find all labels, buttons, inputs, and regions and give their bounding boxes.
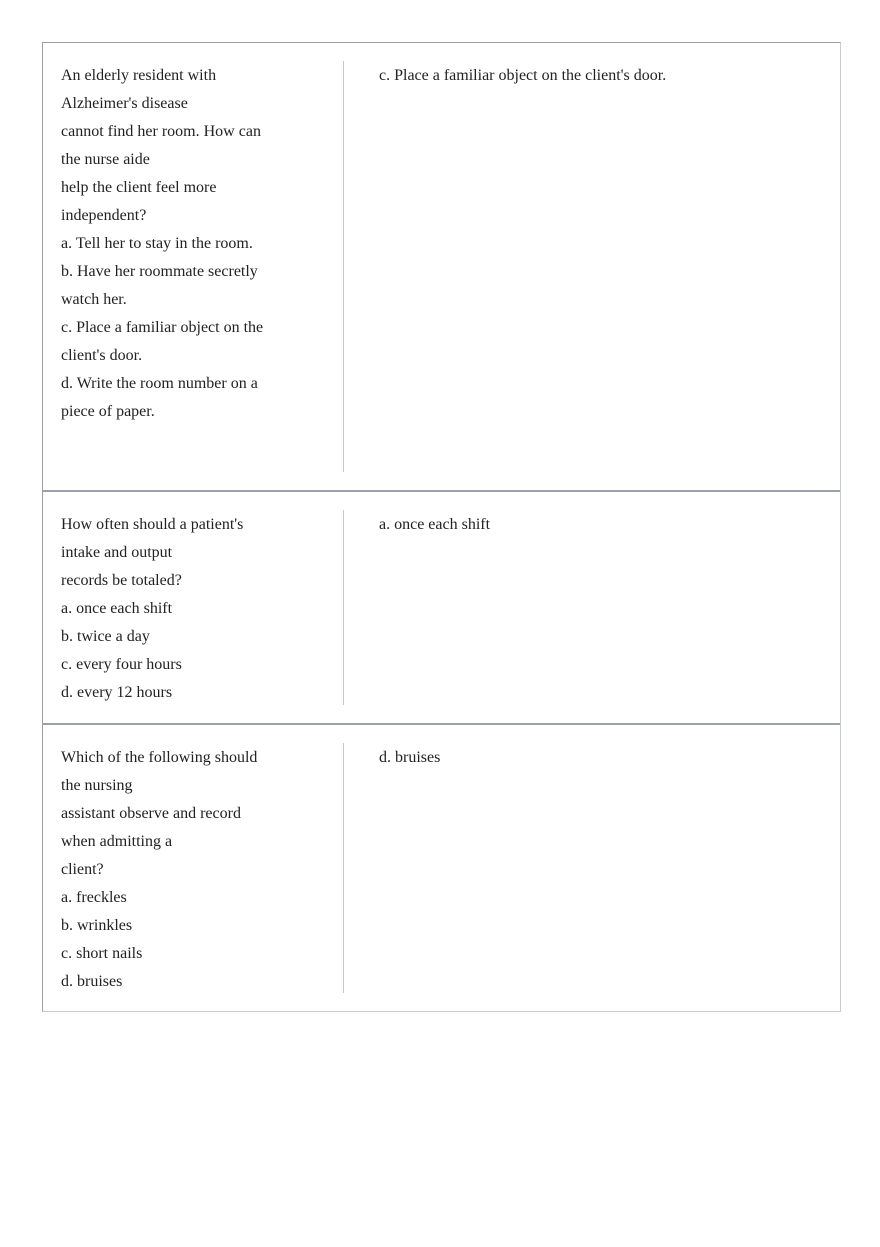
term-line: How often should a patient's: [61, 516, 244, 533]
card-definition: a. once each shift: [379, 516, 491, 533]
term-line: client's door.: [61, 347, 143, 364]
term-line: cannot find her room. How can: [61, 123, 261, 140]
term-line: d. every 12 hours: [61, 684, 173, 701]
term-line: the nursing: [61, 777, 133, 794]
card-definition: c. Place a familiar object on the client's door.: [379, 67, 667, 84]
term-line: a. once each shift: [61, 600, 173, 617]
term-line: piece of paper.: [61, 403, 155, 420]
card-term: [61, 62, 321, 426]
flashcard-list: [42, 42, 841, 1012]
term-line: client?: [61, 861, 104, 878]
card-definition: d. bruises: [379, 749, 441, 766]
term-line: b. wrinkles: [61, 917, 133, 934]
term-line: d. bruises: [61, 973, 123, 990]
term-line: assistant observe and record: [61, 805, 241, 822]
card-divider: [343, 743, 344, 993]
card-divider: [343, 510, 344, 705]
card-divider: [343, 61, 344, 472]
term-line: c. Place a familiar object on the: [61, 319, 264, 336]
term-line: help the client feel more: [61, 179, 217, 196]
term-line: d. Write the room number on a: [61, 375, 258, 392]
term-line: when admitting a: [61, 833, 173, 850]
term-line: Alzheimer's disease: [61, 95, 188, 112]
term-line: watch her.: [61, 291, 127, 308]
term-line: a. Tell her to stay in the room.: [61, 235, 253, 252]
term-line: b. twice a day: [61, 628, 150, 645]
term-line: independent?: [61, 207, 147, 224]
term-line: a. freckles: [61, 889, 127, 906]
flashcard: [43, 723, 840, 1011]
card-term: [61, 744, 321, 996]
term-line: Which of the following should: [61, 749, 258, 766]
flashcard: [43, 490, 840, 723]
term-line: b. Have her roommate secretly: [61, 263, 258, 280]
term-line: records be totaled?: [61, 572, 182, 589]
term-line: the nurse aide: [61, 151, 150, 168]
term-line: intake and output: [61, 544, 173, 561]
term-line: c. every four hours: [61, 656, 182, 673]
flashcard: [43, 43, 840, 490]
card-term: [61, 511, 321, 707]
term-line: c. short nails: [61, 945, 143, 962]
term-line: An elderly resident with: [61, 67, 217, 84]
